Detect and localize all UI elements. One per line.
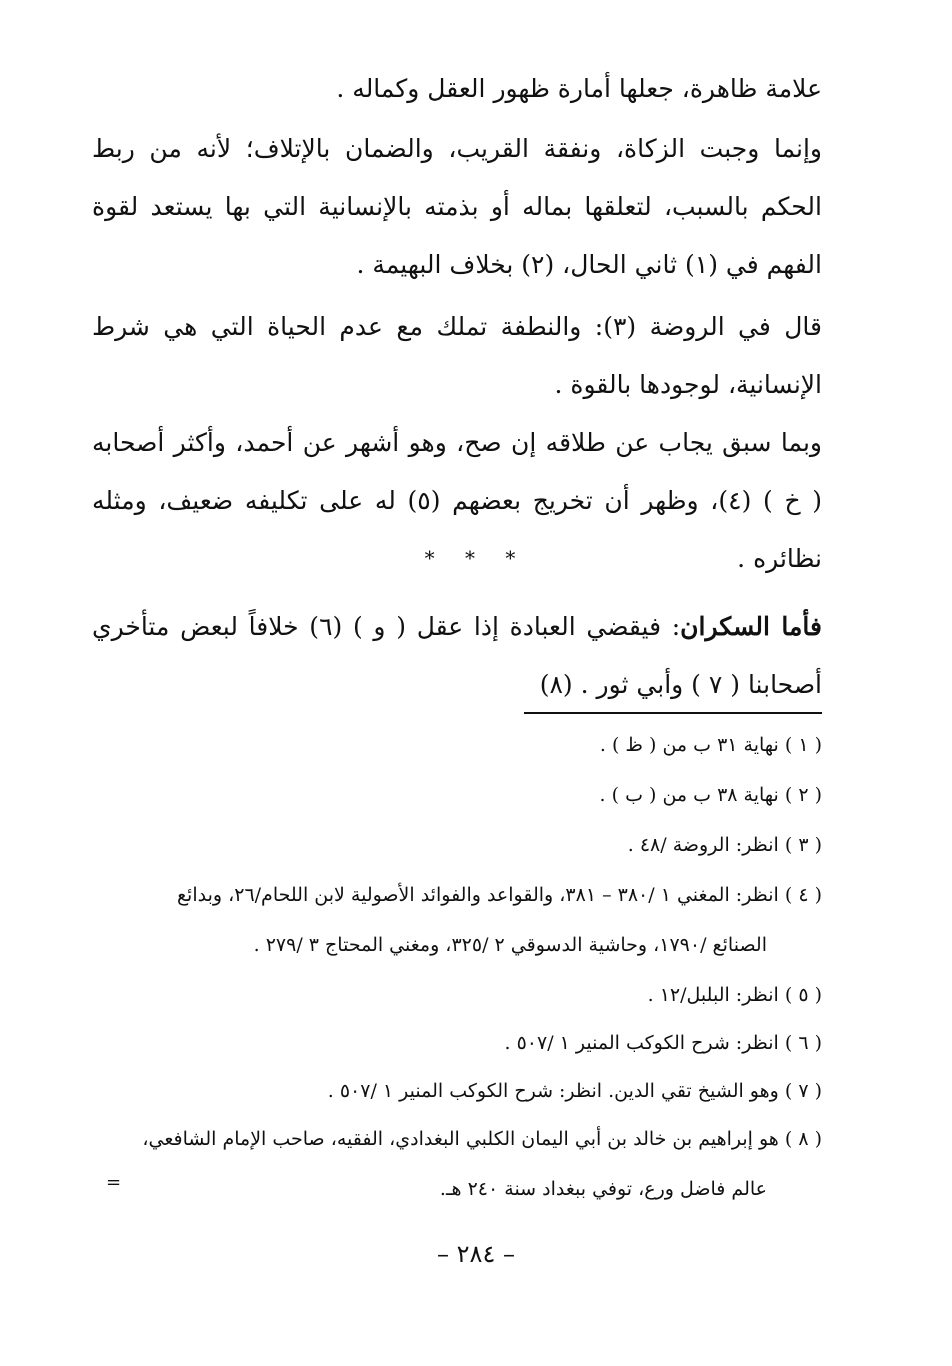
paragraph-5-text: : فيقضي العبادة إذا عقل ( و ) (٦) خلافاً لبعض متأخري أصحابنا ( ٧ ) وأبي ثور . (٨) — [92, 612, 822, 699]
footnote-divider — [524, 712, 822, 714]
footnote-text: ( ٦ ) انظر: شرح الكوكب المنير ١ /٥٠٧ . — [504, 1032, 822, 1054]
continuation-mark: = — [106, 1172, 122, 1193]
page-number: – ٢٨٤ – — [437, 1240, 515, 1268]
footnote-text: ( ٣ ) انظر: الروضة /٤٨ . — [627, 834, 822, 856]
footnote-item — [92, 832, 822, 858]
footnote-continuation: الصنائع /١٧٩٠، وحاشية الدسوقي ٢ /٣٢٥، ومغني المحتاج ٣ /٢٧٩ . — [253, 934, 767, 956]
paragraph-3: قال في الروضة (٣): والنطفة تملك مع عدم الحياة التي هي شرط الإنسانية، لوجودها بالقوة . — [92, 312, 822, 399]
paragraph-2: وإنما وجبت الزكاة، ونفقة القريب، والضمان بالإتلاف؛ لأنه من ربط الحكم بالسبب، لتعلقها بماله أو بذمته بالإنسانية التي بها يستعد لقوة الفهم في (١) ثاني الحال، (٢) بخلاف البهيمة . — [92, 134, 822, 279]
paragraph-1: علامة ظاهرة، جعلها أمارة ظهور العقل وكماله . — [336, 74, 822, 103]
footnote-item — [92, 782, 822, 808]
footnote-text: ( ١ ) نهاية ٣١ ب من ( ظ ) . — [599, 734, 822, 756]
footnote-item — [92, 882, 822, 958]
paragraph-5 — [92, 598, 822, 714]
paragraph-4: وبما سبق يجاب عن طلاقه إن صح، وهو أشهر عن أحمد، وأكثر أصحابه ( خ ) (٤)، وظهر أن تخريج بعضهم (٥) له على تكليفه ضعيف، ومثله نظائره . — [92, 428, 823, 573]
footnote-item — [92, 732, 822, 758]
footnote-text: ( ٧ ) وهو الشيخ تقي الدين. انظر: شرح الكوكب المنير ١ /٥٠٧ . — [327, 1080, 822, 1102]
footnotes-list — [92, 732, 822, 1226]
bold-term: فأما السكران — [680, 612, 822, 641]
footnote-item — [92, 1126, 822, 1202]
section-separator: * * * — [424, 546, 528, 570]
footnote-item — [92, 1078, 822, 1104]
footnote-text: ( ٤ ) انظر: المغني ١ /٣٨٠ – ٣٨١، والقواعد والفوائد الأصولية لابن اللحام/٢٦، وبدائع — [176, 884, 822, 906]
footnote-item — [92, 982, 822, 1008]
footnote-text: ( ٥ ) انظر: البلبل/١٢ . — [647, 984, 822, 1006]
footnote-text: ( ٢ ) نهاية ٣٨ ب من ( ب ) . — [599, 784, 822, 806]
footnote-text: ( ٨ ) هو إبراهيم بن خالد بن أبي اليمان الكلبي البغدادي، الفقيه، صاحب الإمام الشافعي، — [142, 1128, 822, 1150]
footnote-continuation: عالم فاضل ورع، توفي ببغداد سنة ٢٤٠ هـ. — [439, 1178, 767, 1200]
footnote-item — [92, 1030, 822, 1056]
